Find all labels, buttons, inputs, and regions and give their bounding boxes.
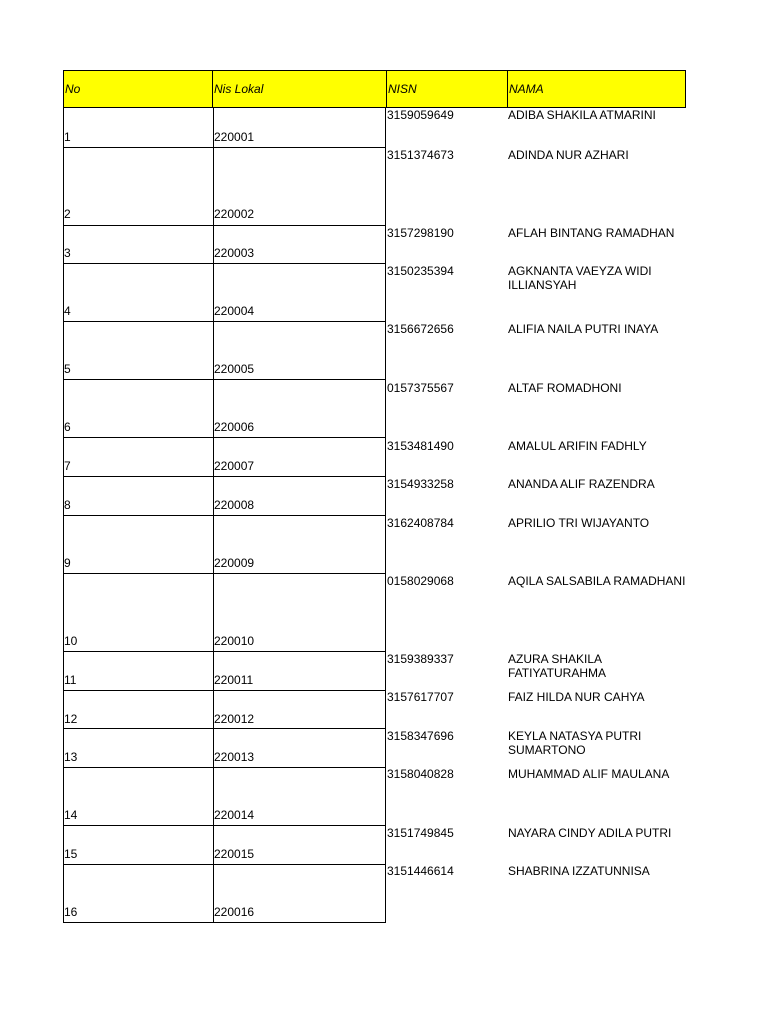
cell-nama: ALIFIA NAILA PUTRI INAYA: [508, 322, 659, 336]
cell-nis-lokal: 220002: [214, 207, 255, 221]
cell-no: 16: [64, 905, 78, 919]
row-divider: [64, 690, 385, 691]
row-divider: [64, 379, 385, 380]
cell-nisn: 0158029068: [387, 574, 454, 588]
cell-nis-lokal: 220007: [214, 459, 255, 473]
cell-nama: AQILA SALSABILA RAMADHANI: [508, 574, 686, 588]
cell-no: 9: [64, 556, 71, 570]
cell-nama: AFLAH BINTANG RAMADHAN: [508, 226, 675, 240]
table-bottom-border: [64, 922, 385, 923]
cell-nis-lokal: 220006: [214, 420, 255, 434]
cell-no: 15: [64, 847, 78, 861]
cell-nis-lokal: 220014: [214, 808, 255, 822]
row-divider: [64, 321, 385, 322]
header-nama: NAMA: [509, 82, 544, 96]
header-no: No: [64, 71, 213, 107]
cell-no: 5: [64, 362, 71, 376]
row-divider: [64, 147, 385, 148]
cell-nisn: 0157375567: [387, 381, 454, 395]
cell-no: 6: [64, 420, 71, 434]
cell-nama: ALTAF ROMADHONI: [508, 381, 622, 395]
row-divider: [64, 864, 385, 865]
cell-no: 3: [64, 246, 71, 260]
cell-nama: ANANDA ALIF RAZENDRA: [508, 477, 655, 491]
cell-no: 4: [64, 304, 71, 318]
cell-nis-lokal: 220015: [214, 847, 255, 861]
cell-nisn: 3151374673: [387, 148, 454, 162]
cell-nisn: 3159059649: [387, 108, 454, 122]
cell-nis-lokal: 220011: [214, 673, 254, 687]
cell-nisn: 3154933258: [387, 477, 454, 491]
cell-nama: ADINDA NUR AZHARI: [508, 148, 629, 162]
cell-nisn: 3159389337: [387, 652, 454, 666]
cell-no: 7: [64, 459, 71, 473]
cell-nis-lokal: 220005: [214, 362, 255, 376]
header-nisn: NISN: [387, 71, 508, 107]
cell-nisn: 3162408784: [387, 516, 454, 530]
header-row: [63, 70, 686, 108]
cell-nis-lokal: 220009: [214, 556, 255, 570]
row-divider: [64, 825, 385, 826]
cell-nama: AGKNANTA VAEYZA WIDI ILLIANSYAH: [508, 264, 652, 292]
cell-nama: NAYARA CINDY ADILA PUTRI: [508, 826, 672, 840]
cell-nisn: 3157617707: [387, 690, 454, 704]
row-divider: [64, 767, 385, 768]
cell-nama: KEYLA NATASYA PUTRI SUMARTONO: [508, 729, 642, 757]
row-divider: [64, 225, 385, 226]
cell-nis-lokal: 220001: [214, 130, 255, 144]
cell-no: 8: [64, 498, 71, 512]
cell-nisn: 3150235394: [387, 264, 454, 278]
cell-no: 12: [64, 712, 78, 726]
row-divider: [64, 515, 385, 516]
header-nis-lokal: Nis Lokal: [213, 71, 387, 107]
cell-no: 10: [64, 634, 78, 648]
cell-no: 14: [64, 808, 78, 822]
row-divider: [64, 728, 385, 729]
cell-nama: APRILIO TRI WIJAYANTO: [508, 516, 650, 530]
cell-nis-lokal: 220004: [214, 304, 255, 318]
cell-nisn: 3157298190: [387, 226, 454, 240]
row-divider: [64, 476, 385, 477]
row-divider: [64, 437, 385, 438]
cell-nis-lokal: 220008: [214, 498, 255, 512]
cell-nama: SHABRINA IZZATUNNISA: [508, 864, 650, 878]
cell-nama: AZURA SHAKILA FATIYATURAHMA: [508, 652, 607, 680]
row-divider: [64, 573, 385, 574]
cell-nisn: 3153481490: [387, 439, 454, 453]
cell-nisn: 3151749845: [387, 826, 454, 840]
cell-nama: FAIZ HILDA NUR CAHYA: [508, 690, 645, 704]
cell-nisn: 3156672656: [387, 322, 454, 336]
cell-nisn: 3151446614: [387, 864, 454, 878]
row-divider: [64, 263, 385, 264]
cell-nis-lokal: 220003: [214, 246, 255, 260]
cell-nama: MUHAMMAD ALIF MAULANA: [508, 767, 670, 781]
cell-nisn: 3158347696: [387, 729, 454, 743]
cell-nama: ADIBA SHAKILA ATMARINI: [508, 108, 656, 122]
cell-no: 11: [64, 673, 77, 687]
cell-nis-lokal: 220012: [214, 712, 255, 726]
left-grid: [63, 107, 386, 923]
cell-nama: AMALUL ARIFIN FADHLY: [508, 439, 647, 453]
cell-nis-lokal: 220013: [214, 750, 255, 764]
cell-no: 13: [64, 750, 78, 764]
cell-no: 1: [64, 130, 71, 144]
cell-nis-lokal: 220010: [214, 634, 255, 648]
cell-no: 2: [64, 207, 71, 221]
cell-nis-lokal: 220016: [214, 905, 255, 919]
cell-nisn: 3158040828: [387, 767, 454, 781]
row-divider: [64, 651, 385, 652]
